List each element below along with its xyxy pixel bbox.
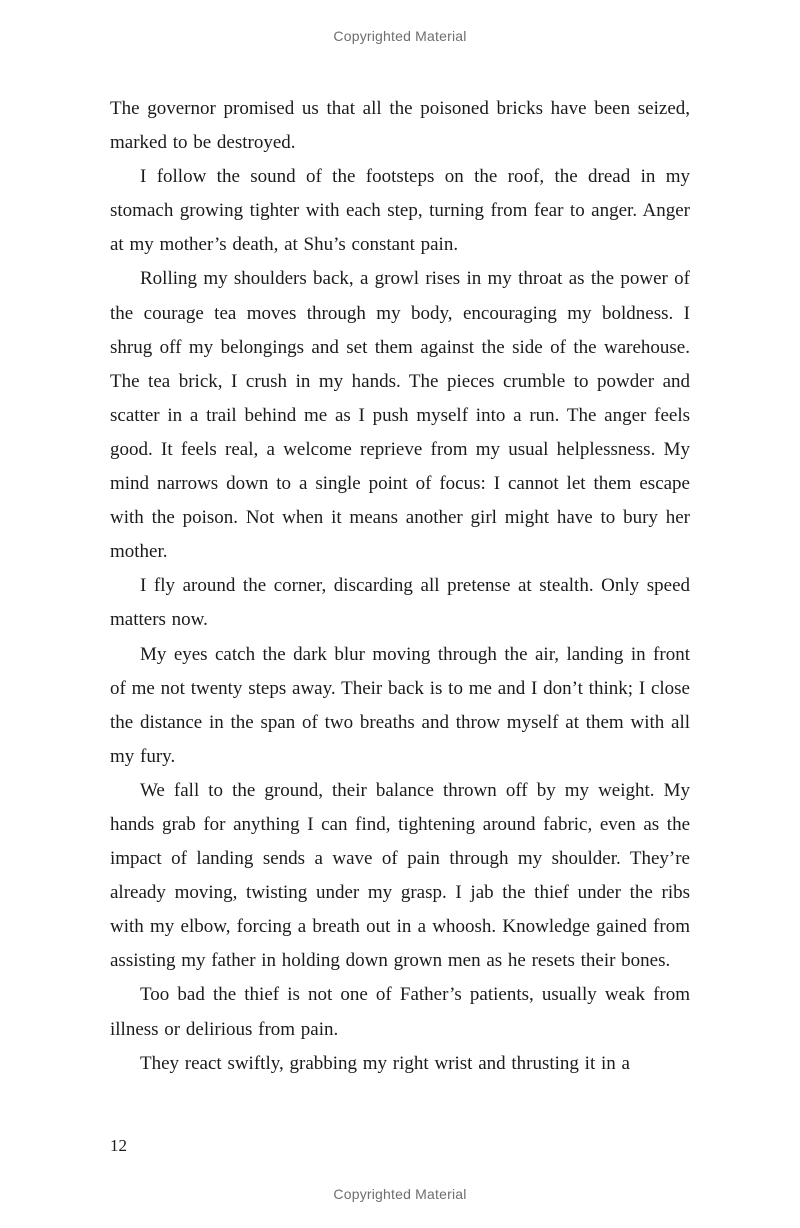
copyright-notice-top: Copyrighted Material [333, 28, 467, 44]
body-paragraph: The governor promised us that all the poisoned bricks have been seized, marked to be destroyed. [110, 98, 690, 154]
body-paragraph: Too bad the thief is not one of Father’s patients, usually weak from illness or delirious from pain. [110, 984, 690, 1040]
copyright-notice-bottom: Copyrighted Material [333, 1186, 467, 1202]
body-paragraph: My eyes catch the dark blur moving through the air, landing in front of me not twenty steps away. Their back is to me and I don’t think; I close the distance in the span of two breaths and throw myself at them with all my fury. [110, 643, 690, 767]
body-paragraph: I fly around the corner, discarding all pretense at stealth. Only speed matters now. [110, 575, 690, 631]
body-paragraph: I follow the sound of the footsteps on the roof, the dread in my stomach growing tighter with each step, turning from fear to anger. Anger at my mother’s death, at Shu’s constant pain. [110, 166, 690, 256]
page-body [110, 92, 690, 1081]
body-paragraph: Rolling my shoulders back, a growl rises in my throat as the power of the courage tea moves through my body, encouraging my boldness. I shrug off my belongings and set them against the side of the warehouse. The tea brick, I crush in my hands. The pieces crumble to powder and scatter in a trail behind me as I push myself into a run. The anger feels good. It feels real, a welcome reprieve from my usual helplessness. My mind narrows down to a single point of focus: I cannot let them escape with the poison. Not when it means another girl might have to bury her mother. [110, 268, 690, 563]
page-number: 12 [110, 1136, 127, 1155]
body-paragraph: We fall to the ground, their balance thrown off by my weight. My hands grab for anything I can find, tightening around fabric, even as the impact of landing sends a wave of pain through my shoulder. They’re already moving, twisting under my grasp. I jab the thief under the ribs with my elbow, forcing a breath out in a whoosh. Knowledge gained from assisting my father in holding down grown men as he resets their bones. [110, 779, 690, 972]
body-paragraph: They react swiftly, grabbing my right wrist and thrusting it in a [140, 1052, 630, 1074]
